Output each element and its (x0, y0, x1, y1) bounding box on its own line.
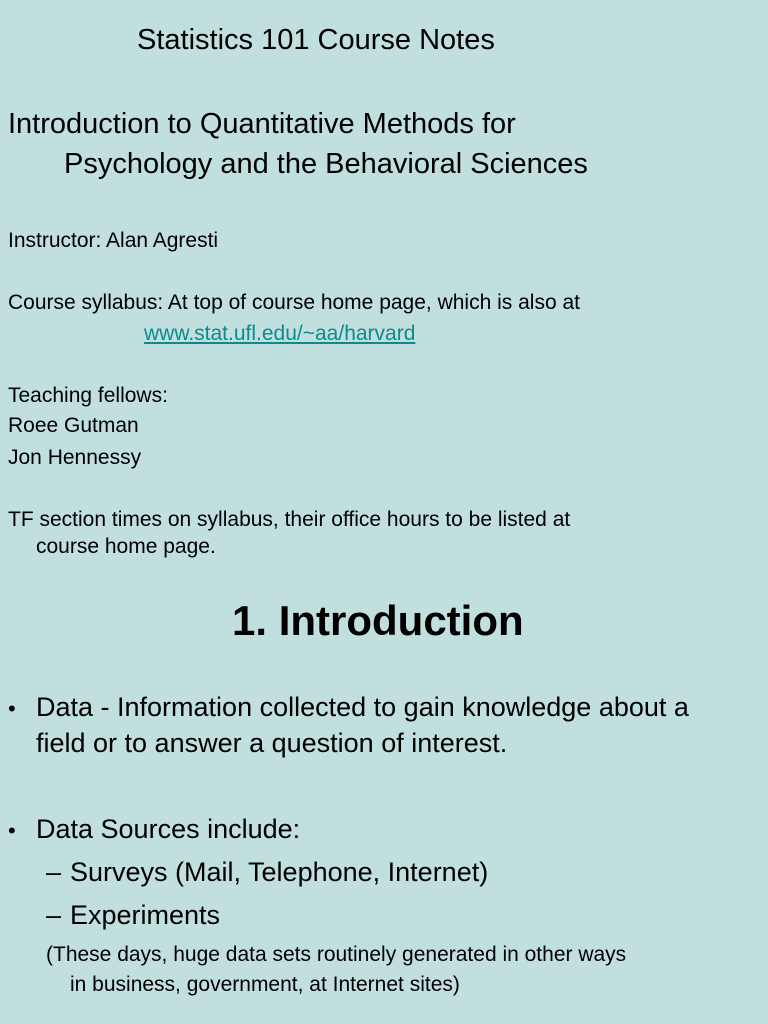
teaching-fellows-label: Teaching fellows: (8, 384, 168, 407)
fellow-name: Roee Gutman (8, 414, 139, 437)
syllabus-link[interactable]: www.stat.ufl.edu/~aa/harvard (144, 322, 416, 345)
tf-info-line-2: course home page. (36, 535, 216, 558)
bullet-data-line-1: Data - Information collected to gain knowledge about a (36, 692, 689, 722)
bullet-data-sources: Data Sources include: (36, 814, 301, 844)
section-heading: 1. Introduction (232, 597, 524, 644)
syllabus-text: Course syllabus: At top of course home page, which is also at (8, 291, 580, 314)
sub-bullet-experiments: Experiments (70, 900, 221, 930)
bullet-glyph: • (8, 818, 16, 843)
sub-bullet-dash: – (46, 900, 62, 930)
bullet-glyph: • (8, 696, 16, 721)
subtitle-line-1: Introduction to Quantitative Methods for (8, 108, 516, 140)
sub-bullet-surveys: Surveys (Mail, Telephone, Internet) (70, 857, 489, 887)
sub-bullet-dash: – (46, 857, 62, 887)
fellow-name: Jon Hennessy (8, 446, 142, 469)
note-line-1: (These days, huge data sets routinely generated in other ways (46, 943, 627, 966)
instructor-text: Instructor: Alan Agresti (8, 229, 219, 252)
note-line-2: in business, government, at Internet sites) (70, 973, 460, 996)
subtitle-line-2: Psychology and the Behavioral Sciences (64, 148, 588, 180)
course-title: Statistics 101 Course Notes (137, 24, 495, 56)
bullet-data-line-2: field or to answer a question of interest. (36, 728, 508, 758)
tf-info-line-1: TF section times on syllabus, their office hours to be listed at (8, 508, 571, 531)
